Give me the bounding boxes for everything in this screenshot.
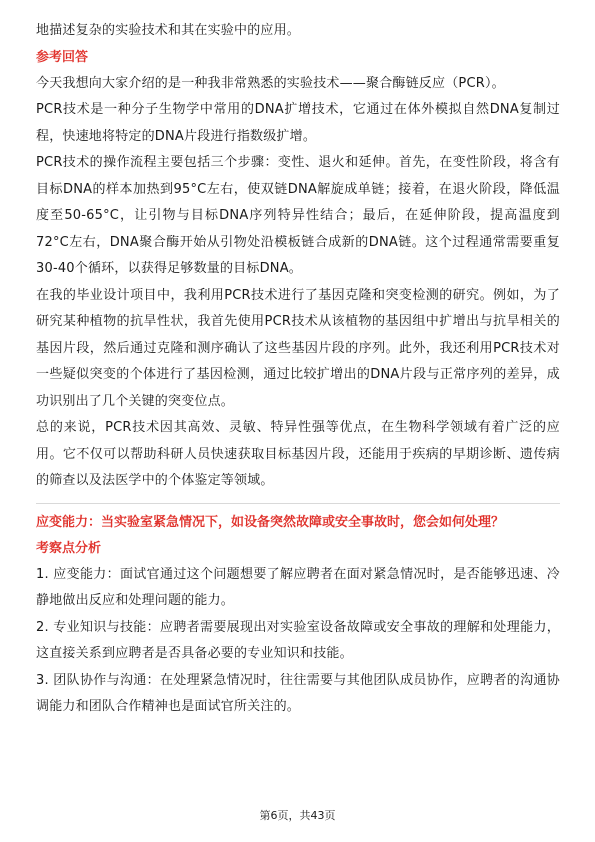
section-divider (36, 503, 560, 504)
answer-paragraph: 在我的毕业设计项目中，我利用PCR技术进行了基因克隆和突变检测的研究。例如，为了研究某种植物的抗旱性状，我首先使用PCR技术从该植物的基因组中扩增出与抗旱相关的基因片段，然后通过克隆和测序确认了这些基因片段的序列。此外，我还利用PCR技术对一些疑似突变的个体进行了基因检测，通过比较扩增出的DNA片段与正常序列的差异，成功识别出了几个关键的突变位点。 (36, 287, 560, 409)
answer-paragraph: PCR技术的操作流程主要包括三个步骤：变性、退火和延伸。首先，在变性阶段，将含有目标DNA的样本加热到95°C左右，使双链DNA解旋成单链；接着，在退火阶段，降低温度至50-65°C，让引物与目标DNA序列特异性结合；最后，在延伸阶段，提高温度到72°C左右，DNA聚合酶开始从引物处沿模板链合成新的DNA链。这个过程通常需要重复30-40个循环，以获得足够数量的目标DNA。 (36, 155, 560, 276)
answer-paragraph: PCR技术是一种分子生物学中常用的DNA扩增技术，它通过在体外模拟自然DNA复制过程，快速地将特定的DNA片段进行指数级扩增。 (36, 102, 560, 144)
page-content (36, 18, 560, 721)
analysis-point: 1. 应变能力：面试官通过这个问题想要了解应聘者在面对紧急情况时，是否能够迅速、冷静地做出反应和处理问题的能力。 (36, 566, 560, 608)
analysis-point: 3. 团队协作与沟通：在处理紧急情况时，往往需要与其他团队成员协作，应聘者的沟通协调能力和团队合作精神也是面试官所关注的。 (36, 672, 560, 714)
answer-paragraph: 今天我想向大家介绍的是一种我非常熟悉的实验技术——聚合酶链反应（PCR）。 (36, 75, 505, 91)
answer-heading: 参考回答 (36, 49, 89, 65)
question-heading: 应变能力：当实验室紧急情况下，如设备突然故障或安全事故时，您会如何处理？ (36, 514, 505, 530)
continuation-text: 地描述复杂的实验技术和其在实验中的应用。 (36, 23, 301, 38)
page-number: 第6页，共43页 (259, 809, 336, 822)
analysis-point: 2. 专业知识与技能：应聘者需要展现出对实验室设备故障或安全事故的理解和处理能力，这直接关系到应聘者是否具备必要的专业知识和技能。 (36, 619, 560, 661)
analysis-heading: 考察点分析 (36, 540, 102, 556)
answer-paragraph: 总的来说，PCR技术因其高效、灵敏、特异性强等优点，在生物科学领域有着广泛的应用。它不仅可以帮助科研人员快速获取目标基因片段，还能用于疾病的早期诊断、遗传病的筛查以及法医学中的个体鉴定等领域。 (36, 420, 560, 488)
